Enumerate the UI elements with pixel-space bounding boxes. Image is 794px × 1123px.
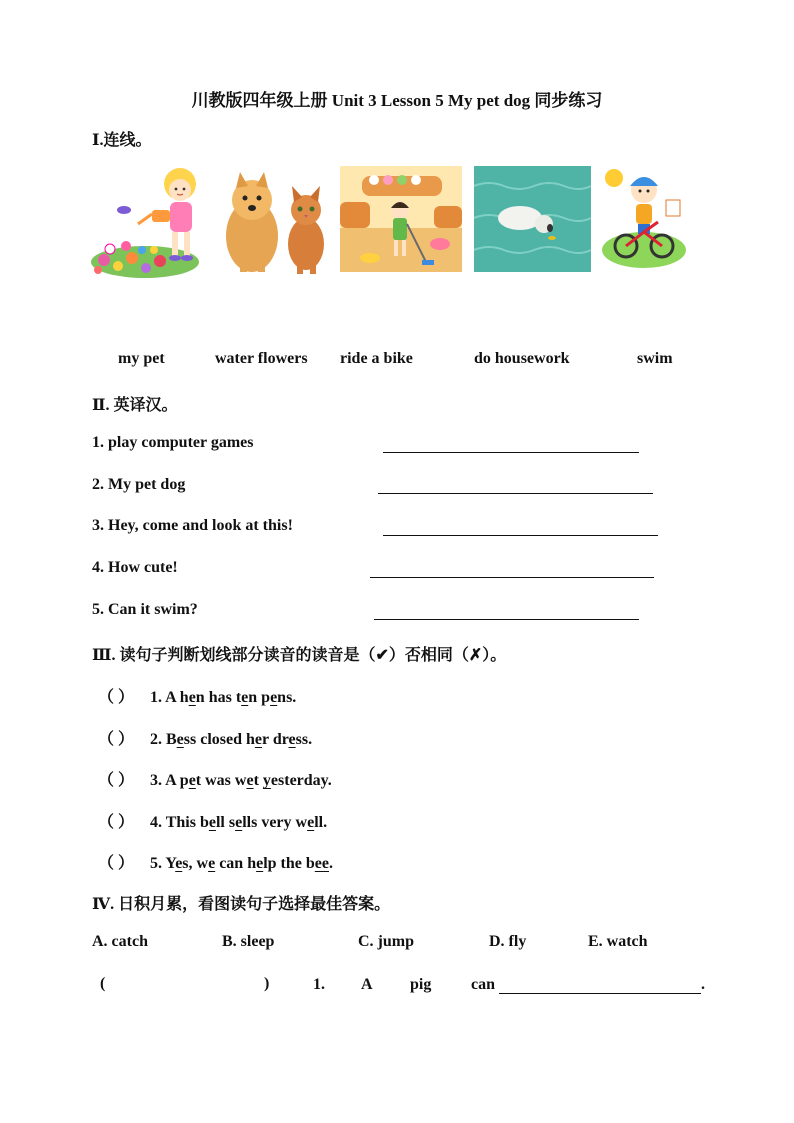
option-b: B. sleep xyxy=(222,933,275,950)
match-word-ride-a-bike: ride a bike xyxy=(340,350,413,367)
answer-blank[interactable] xyxy=(370,577,654,578)
translation-question: 4. How cute! xyxy=(92,559,178,576)
option-d: D. fly xyxy=(489,933,527,950)
girl-doing-housework-image xyxy=(340,166,462,272)
translation-question: 2. My pet dog xyxy=(92,476,186,493)
option-a: A. catch xyxy=(92,933,148,950)
answer-parentheses[interactable]: （ ） xyxy=(98,731,135,748)
section3-heading: Ⅲ. 读句子判断划线部分读音的读音是（✔）否相同（✗）。 xyxy=(92,647,507,664)
dog-swimming-image xyxy=(474,166,591,272)
answer-blank[interactable] xyxy=(378,493,653,494)
match-word-swim: swim xyxy=(637,350,673,367)
pronunciation-item: （ ） 1. A hen has ten pens. xyxy=(98,684,296,707)
answer-parentheses[interactable]: （ ） xyxy=(98,814,135,831)
match-word-water-flowers: water flowers xyxy=(215,350,308,367)
answer-blank[interactable] xyxy=(383,452,639,453)
option-e: E. watch xyxy=(588,933,648,950)
boy-riding-bike-image xyxy=(600,166,686,272)
match-word-do-housework: do housework xyxy=(474,350,570,367)
answer-paren-close[interactable]: ) xyxy=(264,975,270,992)
answer-paren-open[interactable]: ( xyxy=(100,975,106,992)
answer-parentheses[interactable]: （ ） xyxy=(98,689,135,706)
section1-heading: Ⅰ.连线。 xyxy=(92,132,152,149)
question-word: A xyxy=(361,976,373,993)
pronunciation-item: （ ） 3. A pet was wet yesterday. xyxy=(98,767,332,790)
pronunciation-item: （ ） 5. Yes, we can help the bee. xyxy=(98,850,333,873)
question-number: 1. xyxy=(313,976,325,993)
answer-parentheses[interactable]: （ ） xyxy=(98,855,135,872)
answer-blank[interactable] xyxy=(374,619,639,620)
section4-heading: Ⅳ. 日积月累，看图读句子选择最佳答案。 xyxy=(92,896,391,913)
option-c: C. jump xyxy=(358,933,415,950)
translation-question: 3. Hey, come and look at this! xyxy=(92,517,293,534)
section2-heading: Ⅱ. 英译汉。 xyxy=(92,397,178,414)
pronunciation-item: （ ） 4. This bell sells very well. xyxy=(98,809,327,832)
question-word: pig xyxy=(410,976,432,993)
question-word: can xyxy=(471,976,495,993)
translation-question: 5. Can it swim? xyxy=(92,601,198,618)
answer-parentheses[interactable]: （ ） xyxy=(98,772,135,789)
girl-watering-flowers-image xyxy=(90,166,212,280)
dog-and-cat-image xyxy=(212,166,336,278)
match-word-my-pet: my pet xyxy=(118,350,165,367)
pronunciation-item: （ ） 2. Bess closed her dress. xyxy=(98,726,312,749)
translation-question: 1. play computer games xyxy=(92,434,254,451)
answer-blank[interactable] xyxy=(383,535,658,536)
page-title: 川教版四年级上册 Unit 3 Lesson 5 My pet dog 同步练习 xyxy=(191,91,603,110)
sentence-period: . xyxy=(701,976,705,993)
answer-blank[interactable] xyxy=(499,993,701,994)
